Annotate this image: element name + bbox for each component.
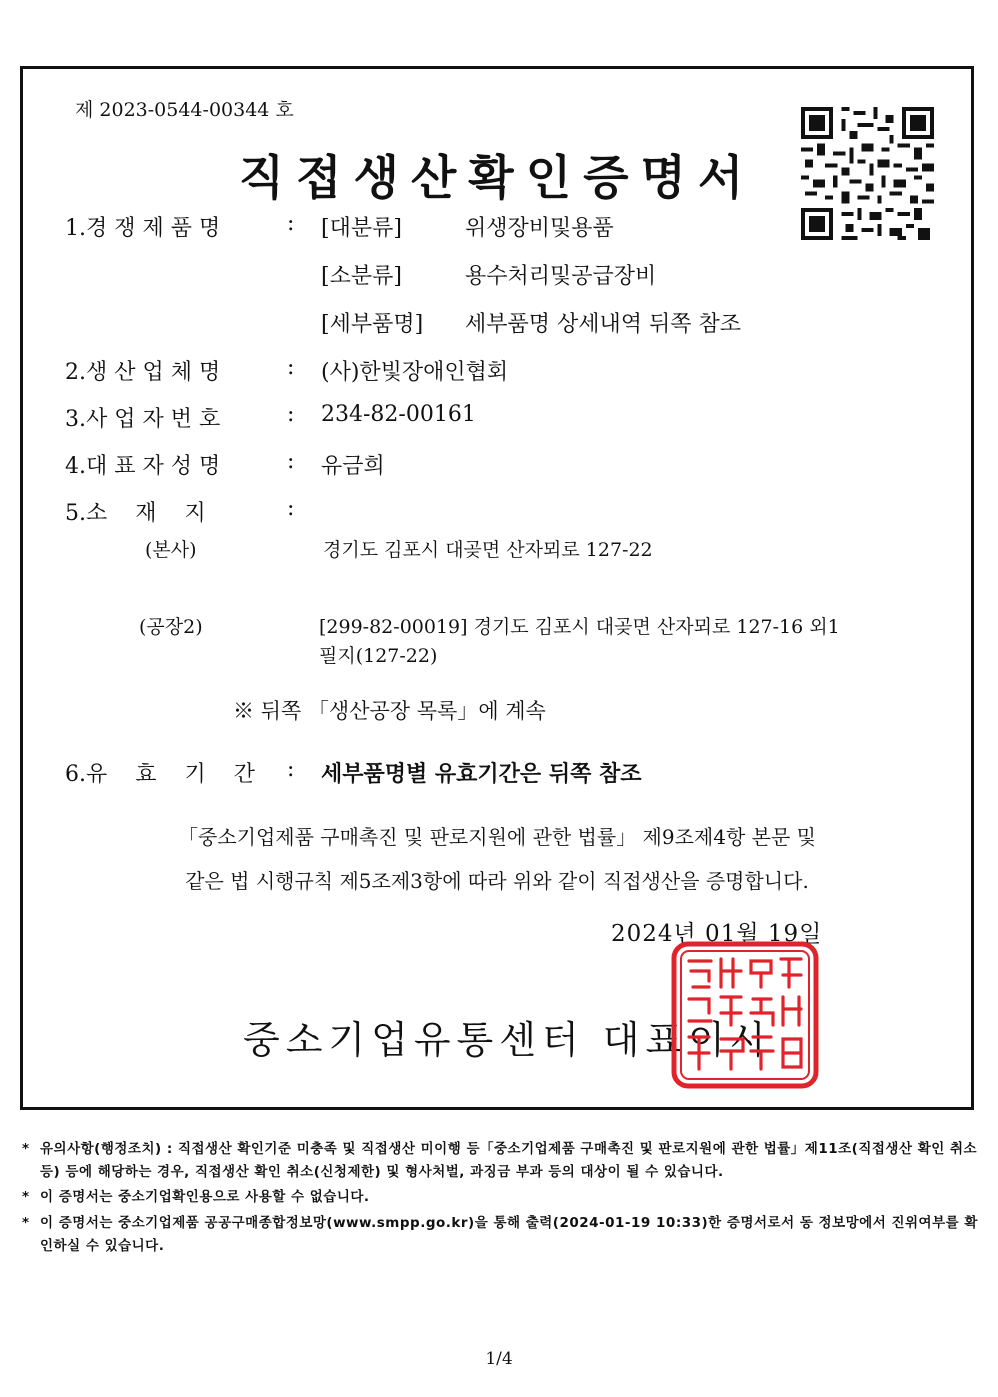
major-category-label: [대분류] <box>321 216 402 241</box>
major-category-value: 위생장비및용품 <box>465 216 614 241</box>
statement-line-2: 같은 법 시행규칙 제5조제3항에 따라 위와 같이 직접생산을 증명합니다. <box>185 869 809 893</box>
validity-colon: : <box>287 757 295 782</box>
business-number-value: 234-82-00161 <box>321 402 476 427</box>
notes-section <box>22 1138 982 1260</box>
certificate-frame <box>20 66 974 1110</box>
ceo-value: 유금희 <box>321 454 385 479</box>
factory-list-continued: ※ 뒤쪽 「생산공장 목록」에 계속 <box>233 699 546 723</box>
product-label: 1.경 쟁 제 품 명 <box>65 216 221 241</box>
factory-label: (공장2) <box>139 616 203 638</box>
note-item <box>22 1212 982 1258</box>
statement-line-1: 「중소기업제품 구매촉진 및 판로지원에 관한 법률」 제9조제4항 본문 및 <box>178 825 816 849</box>
note-marker: * <box>22 1141 30 1157</box>
ceo-colon: : <box>287 449 295 474</box>
note-marker: * <box>22 1189 30 1206</box>
issuer-name: 중소기업유통센터 대표이사 <box>243 1018 774 1062</box>
note-marker: * <box>22 1214 30 1231</box>
company-value: (사)한빛장애인협회 <box>321 360 509 385</box>
hq-label: (본사) <box>145 539 197 561</box>
validity-value: 세부품명별 유효기간은 뒤쪽 참조 <box>321 762 642 787</box>
note-text: 유의사항(행정조치) : 직접생산 확인기준 미충족 및 직접생산 미이행 등「중소기업제품 구매촉진 및 판로지원에 관한 법률」제11조(직접생산 확인 취소 등) 등에 해당하는 경우, 직접생산 확인 취소(신청제한) 및 형사처벌, 과징금 부과 등의 대상이 될 수 있습니다. <box>40 1141 978 1181</box>
validity-row <box>23 757 971 787</box>
issue-date: 2024년 01월 19일 <box>611 921 823 947</box>
ceo-label: 4.대 표 자 성 명 <box>65 454 221 479</box>
document-title: 직접생산확인증명서 <box>238 151 756 206</box>
product-row <box>23 211 971 241</box>
business-number-row <box>23 402 971 432</box>
factory-address-line1: [299-82-00019] 경기도 김포시 대곶면 산자뫼로 127-16 외1 <box>319 616 840 638</box>
minor-category-value: 용수처리및공급장비 <box>465 264 657 289</box>
ceo-row <box>23 449 971 479</box>
certificate-number: 제 2023-0544-00344 호 <box>75 99 294 121</box>
location-colon: : <box>287 496 295 521</box>
minor-category-label: [소분류] <box>321 264 402 289</box>
company-label: 2.생 산 업 체 명 <box>65 360 221 385</box>
location-row <box>23 496 971 526</box>
business-number-colon: : <box>287 402 295 427</box>
page-number: 1/4 <box>485 1349 513 1369</box>
detail-item-label: [세부품명] <box>321 312 424 337</box>
detail-item-row <box>23 307 971 337</box>
product-colon: : <box>287 211 295 236</box>
hq-address: 경기도 김포시 대곶면 산자뫼로 127-22 <box>323 539 653 561</box>
detail-item-value: 세부품명 상세내역 뒤쪽 참조 <box>465 312 742 337</box>
company-row <box>23 355 971 385</box>
note-item <box>22 1186 982 1209</box>
minor-category-row <box>23 259 971 289</box>
official-seal-icon <box>671 941 819 1089</box>
validity-label: 6.유 효 기 간 <box>65 762 255 787</box>
business-number-label: 3.사 업 자 번 호 <box>65 407 221 432</box>
note-text: 이 증명서는 중소기업확인용으로 사용할 수 없습니다. <box>40 1189 370 1206</box>
note-text: 이 증명서는 중소기업제품 공공구매종합정보망(www.smpp.go.kr)을 통해 출력(2024-01-19 10:33)한 증명서로서 동 정보망에서 진위여부를 확인하실 수 있습니다. <box>40 1214 978 1254</box>
note-item <box>22 1138 982 1184</box>
company-colon: : <box>287 355 295 380</box>
factory-address-line2: 필지(127-22) <box>319 645 438 667</box>
location-label: 5.소 재 지 <box>65 501 206 526</box>
